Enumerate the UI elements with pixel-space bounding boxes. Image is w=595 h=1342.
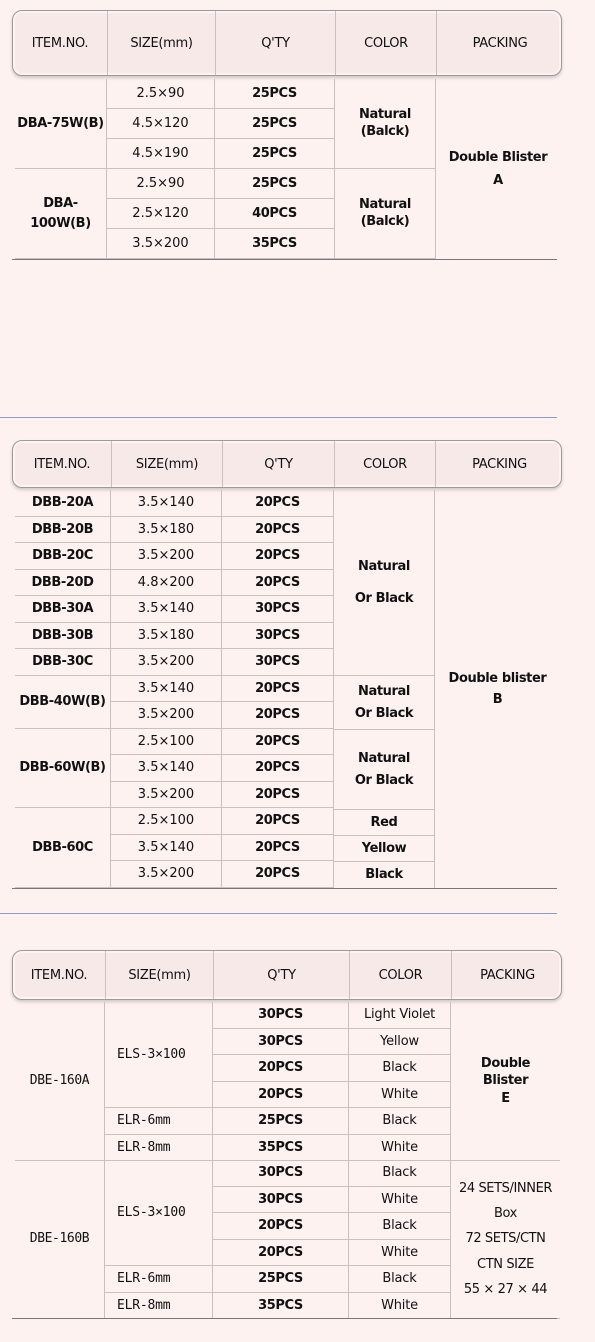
item-cell: DBB-30C [15,649,111,676]
qty-cell: 20PCS [222,861,334,888]
header-color: COLOR [336,11,437,75]
item-cell: DBB-20B [15,517,111,544]
color-cell-red: Red [334,810,435,836]
size-cell: 3.5×200 [111,702,222,729]
color-cell: Black [349,1108,451,1135]
item-cell: DBB-30B [15,623,111,650]
qty-cell: 25PCS [213,1108,349,1135]
qty-cell: 20PCS [222,808,334,835]
size-cell: 3.5×200 [111,649,222,676]
packing-cell: Double blister B [448,670,547,707]
qty-cell: 30PCS [213,1160,349,1187]
table-b-header [12,440,562,488]
color-cell: Natural (Balck) [335,79,436,169]
size-cell: ELS-3×100 [105,1002,213,1108]
color-cell: White [349,1135,451,1162]
qty-cell: 25PCS [213,1266,349,1293]
color-cell: Yellow [349,1029,451,1056]
size-cell: 3.5×140 [111,835,222,862]
table-a-bottom-line [12,259,557,260]
size-cell: 3.5×140 [111,676,222,703]
table-c-bottom-line [12,1318,557,1319]
header-size: SIZE(mm) [106,951,214,999]
size-cell: 3.5×200 [111,543,222,570]
qty-cell: 20PCS [222,729,334,756]
table-b-bottom-line [12,888,557,889]
size-cell: 3.5×140 [111,596,222,623]
header-size: SIZE(mm) [112,441,223,487]
color-cell: Natural Or Black [334,730,435,810]
qty-cell: 25PCS [215,139,335,169]
size-cell: ELS-3×100 [105,1160,213,1266]
color-cell: Natural (Balck) [335,169,436,259]
color-cell: Black [349,1055,451,1082]
qty-cell: 20PCS [222,835,334,862]
size-cell: 3.5×200 [111,782,222,809]
table-b [12,440,562,890]
color-cell-black: Black [334,862,435,888]
color-cell: Black [349,1160,451,1187]
qty-cell: 30PCS [222,623,334,650]
color-cell: Natural Or Black [334,490,435,676]
size-cell: 3.5×140 [111,490,222,517]
size-cell: 2.5×90 [107,169,215,199]
color-cell: White [349,1293,451,1320]
qty-cell: 20PCS [222,570,334,597]
color-cell: Natural Or Black [334,676,435,730]
qty-cell: 20PCS [222,755,334,782]
item-cell: DBB-60W(B) [15,729,111,809]
qty-cell: 20PCS [213,1082,349,1109]
header-item: ITEM.NO. [13,441,112,487]
header-color: COLOR [335,441,436,487]
qty-cell: 25PCS [215,109,335,139]
header-color: COLOR [350,951,452,999]
item-cell: DBB-20C [15,543,111,570]
size-cell: 4.5×190 [107,139,215,169]
size-cell: 2.5×100 [111,729,222,756]
packing-cell: Double Blister A [448,149,548,188]
qty-cell: 20PCS [222,490,334,517]
color-cell: White [349,1187,451,1214]
qty-cell: 25PCS [215,169,335,199]
qty-cell: 20PCS [222,782,334,809]
item-cell: DBB-20A [15,490,111,517]
qty-cell: 30PCS [213,1029,349,1056]
section-divider [0,913,557,914]
color-cell: White [349,1082,451,1109]
size-cell: 4.8×200 [111,570,222,597]
qty-cell: 20PCS [222,676,334,703]
item-cell: DBB-60C [15,808,111,888]
size-cell: 3.5×200 [111,861,222,888]
qty-cell: 35PCS [213,1135,349,1162]
item-cell: DBB-40W(B) [15,676,111,729]
item-cell: DBB-30A [15,596,111,623]
header-qty: Q'TY [214,951,350,999]
color-cell: Light Violet [349,1002,451,1029]
size-cell: 3.5×140 [111,755,222,782]
size-cell: 2.5×120 [107,199,215,229]
qty-cell: 30PCS [222,596,334,623]
header-packing: PACKING [472,456,527,472]
color-cell: White [349,1240,451,1267]
qty-cell: 35PCS [215,229,335,259]
color-cell: Black [349,1213,451,1240]
size-cell: ELR-6mm [105,1108,213,1135]
header-item: ITEM.NO. [13,951,106,999]
size-cell: 3.5×200 [107,229,215,259]
item-cell: DBE-160A [15,1002,105,1161]
size-cell: ELR-6mm [105,1266,213,1293]
qty-cell: 30PCS [213,1002,349,1029]
section-divider [0,417,557,418]
item-cell: DBA-75W(B) [15,79,107,169]
packing-cell: 24 SETS/INNER Box 72 SETS/CTN CTN SIZE 55 × 27 × 44 [451,1160,560,1319]
color-cell-yellow: Yellow [334,836,435,862]
qty-cell: 20PCS [222,543,334,570]
item-cell: DBE-160B [15,1160,105,1319]
qty-cell: 20PCS [213,1240,349,1267]
qty-cell: 35PCS [213,1293,349,1320]
header-item: ITEM.NO. [13,11,108,75]
table-a [12,10,562,262]
qty-cell: 20PCS [222,702,334,729]
size-cell: 3.5×180 [111,517,222,544]
table-c-header [12,950,562,1000]
header-qty: Q'TY [223,441,335,487]
size-cell: ELR-8mm [105,1135,213,1162]
header-qty: Q'TY [216,11,336,75]
qty-cell: 40PCS [215,199,335,229]
qty-cell: 25PCS [215,79,335,109]
table-a-header [12,10,562,76]
qty-cell: 20PCS [222,517,334,544]
item-cell: DBA-100W(B) [15,169,107,259]
packing-cell: Double Blister E [451,1002,560,1161]
size-cell: ELR-8mm [105,1293,213,1320]
header-packing: PACKING [480,967,535,983]
size-cell: 2.5×100 [111,808,222,835]
qty-cell: 20PCS [213,1213,349,1240]
color-cell: Black [349,1266,451,1293]
qty-cell: 20PCS [213,1055,349,1082]
size-cell: 3.5×180 [111,623,222,650]
item-cell: DBB-20D [15,570,111,597]
qty-cell: 30PCS [213,1187,349,1214]
qty-cell: 30PCS [222,649,334,676]
table-c [12,950,562,1320]
header-packing: PACKING [472,35,528,51]
size-cell: 4.5×120 [107,109,215,139]
header-size: SIZE(mm) [108,11,216,75]
size-cell: 2.5×90 [107,79,215,109]
